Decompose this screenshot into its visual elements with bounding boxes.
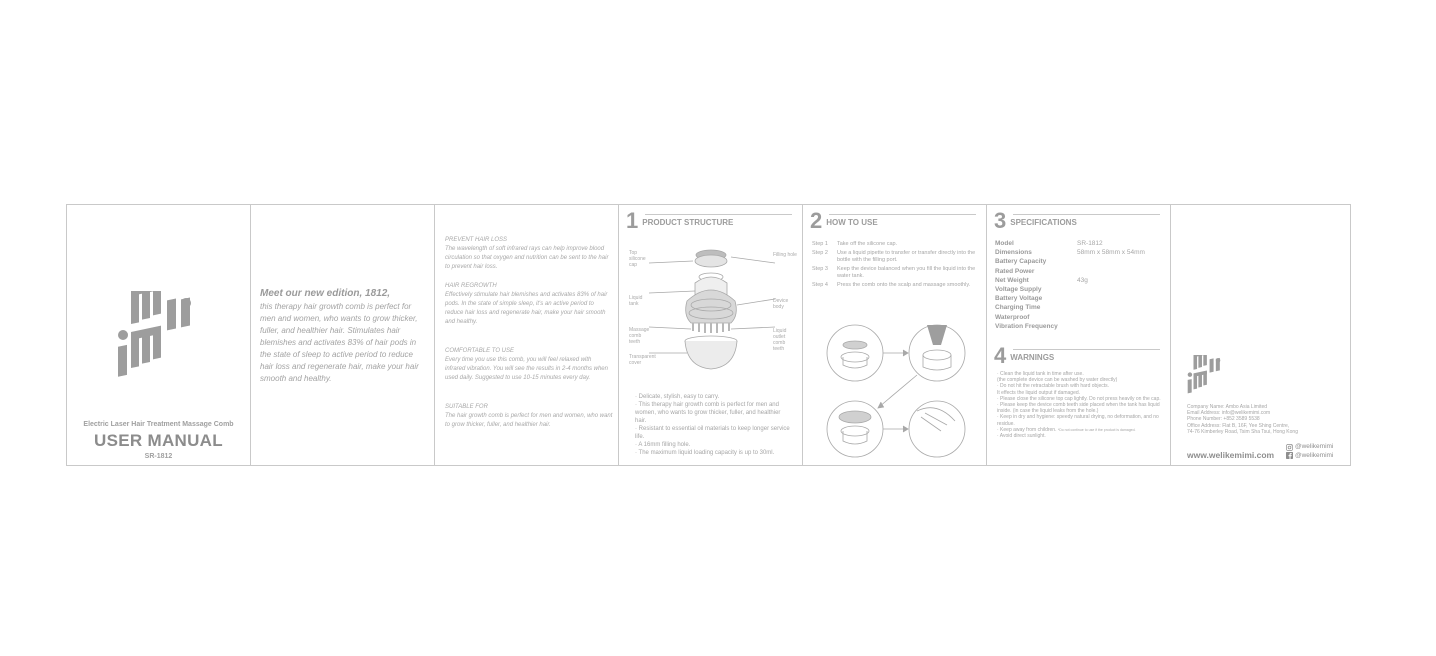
warnings-heading bbox=[994, 345, 1054, 367]
spec-row bbox=[995, 257, 1165, 266]
spec-row bbox=[995, 285, 1165, 294]
label-massage-teeth: Massage comb teeth bbox=[629, 327, 650, 345]
warning-text: · Keep away from children. bbox=[997, 426, 1057, 433]
feature-title: COMFORTABLE TO USE bbox=[445, 348, 515, 354]
feature-text: The hair growth comb is perfect for men and women, who want to grow thicker, fuller, and healthier hair. bbox=[445, 413, 613, 428]
step-text: Use a liquid pipette to transfer or transfer directly into the bottle with the filling port. bbox=[837, 250, 976, 263]
feature-block bbox=[445, 236, 613, 272]
feature-text: Every time you use this comb, you will feel relaxed with infrared vibration. You will see the results in 2-4 months when used daily. Suggested to use 10-15 minutes every day. bbox=[445, 357, 608, 381]
list-item: · Avoid direct sunlight. bbox=[997, 433, 1046, 440]
mimi-logo-small bbox=[1187, 355, 1225, 397]
instagram-icon bbox=[1286, 444, 1293, 451]
label-filling-hole: Filling hole bbox=[773, 252, 797, 258]
section-number: 3 bbox=[994, 208, 1007, 233]
section-title: WARNINGS bbox=[1010, 353, 1055, 362]
company-info bbox=[1187, 404, 1347, 435]
list-item: · Keep in dry and hygiene: speedy natural drying, no deformation, and no residue. bbox=[997, 414, 1159, 427]
label-cover: Transparent cover bbox=[629, 354, 656, 366]
howto-panel bbox=[803, 205, 987, 465]
spec-row bbox=[995, 248, 1165, 257]
section-title: PRODUCT STRUCTURE bbox=[642, 218, 734, 227]
warning-note: *Do not continue to use if the product is damaged. bbox=[1057, 427, 1136, 432]
features-panel bbox=[435, 205, 619, 465]
section-number: 4 bbox=[994, 343, 1007, 368]
model-number: SR-1812 bbox=[144, 453, 173, 460]
list-item: (the complete device can be washed by water directly) bbox=[997, 377, 1118, 384]
steps-list bbox=[812, 241, 980, 291]
step-label: Step 3 bbox=[812, 266, 828, 272]
section-title: HOW TO USE bbox=[826, 218, 878, 227]
step-row bbox=[812, 241, 980, 248]
spec-key: Charging Time bbox=[995, 304, 1041, 312]
spec-key: Net Weight bbox=[995, 276, 1029, 284]
company-line: Email Address: info@welikemimi.com bbox=[1187, 410, 1271, 417]
spec-key: Model bbox=[995, 240, 1014, 247]
product-subtitle: Electric Laser Hair Treatment Massage Comb bbox=[83, 421, 234, 428]
spec-row bbox=[995, 294, 1165, 303]
step-label: Step 2 bbox=[812, 250, 828, 256]
spec-key: Battery Capacity bbox=[995, 258, 1047, 266]
section-heading bbox=[626, 210, 733, 232]
spec-value: SR-1812 bbox=[1077, 240, 1103, 247]
list-item: · A 16mm filling hole. bbox=[635, 442, 691, 448]
list-item: It effects the liquid output if damaged. bbox=[997, 389, 1081, 396]
step-label: Step 4 bbox=[812, 282, 828, 288]
company-line: Company Name: Ambo Asia Limited bbox=[1187, 404, 1268, 410]
instagram-handle: @welikemimi bbox=[1295, 443, 1334, 450]
spec-value: 58mm x 58mm x 54mm bbox=[1077, 249, 1145, 257]
step-row bbox=[812, 282, 980, 289]
structure-panel bbox=[619, 205, 803, 465]
social-handles bbox=[1286, 443, 1333, 460]
facebook-handle: @welikemimi bbox=[1295, 451, 1334, 459]
specs-table bbox=[995, 239, 1165, 331]
specs-panel bbox=[987, 205, 1171, 465]
step-text: Keep the device balanced when you fill the liquid into the water tank. bbox=[837, 266, 976, 279]
intro-heading: Meet our new edition, 1812, bbox=[260, 288, 391, 299]
label-top-cap: Top silicone cap bbox=[629, 250, 646, 268]
feature-title: HAIR REGROWTH bbox=[445, 283, 497, 289]
spec-value: 43g bbox=[1077, 276, 1088, 284]
manual-sheet bbox=[66, 204, 1351, 466]
spec-key: Vibration Frequency bbox=[995, 322, 1058, 330]
label-outlet-teeth: Liquid outlet comb teeth bbox=[773, 328, 787, 352]
feature-block bbox=[445, 347, 613, 383]
list-item: · Please close the silicone top cap lightly. Do not press heavily on the cap. bbox=[997, 395, 1161, 402]
section-number: 1 bbox=[626, 208, 639, 233]
spec-row bbox=[995, 322, 1165, 331]
mimi-logo bbox=[117, 291, 201, 385]
step-row bbox=[812, 266, 980, 280]
feature-block bbox=[445, 282, 613, 327]
spec-key: Voltage Supply bbox=[995, 286, 1042, 294]
step-row bbox=[812, 250, 980, 264]
feature-text: The wavelength of soft infrared rays can help improve blood circulation so that oxygen and nutrition can be sent to the hair to prevent hair loss. bbox=[445, 246, 609, 270]
list-item: · The maximum liquid loading capacity is up to 30ml. bbox=[635, 450, 775, 456]
step-text: Take off the silicone cap. bbox=[837, 241, 898, 247]
spec-row bbox=[995, 276, 1165, 285]
manual-title: USER MANUAL bbox=[94, 431, 223, 450]
feature-text: Effectively stimulate hair blemishes and activates 83% of hair pods. In the state of simple sleep, it's an active period to reduce hair loss and regenerate hair, make your hair smooth and healthy. bbox=[445, 292, 608, 325]
website-link[interactable]: www.welikemimi.com bbox=[1187, 450, 1275, 460]
intro-body: this therapy hair growth comb is perfect for men and women, who wants to grow thicker, fuller, and healthier hair. Stimulates hair blemishes and activates 83% of hair pods in the state of sleep to active period to reduce hair loss and regenerate hair, make your hair smooth and healthy. bbox=[260, 302, 419, 383]
label-device-body: Device body bbox=[773, 298, 789, 310]
section-number: 2 bbox=[810, 208, 823, 233]
facebook-icon bbox=[1286, 452, 1293, 459]
company-line: Phone Number: +852 3589 5538 bbox=[1187, 416, 1260, 423]
spec-row bbox=[995, 239, 1165, 248]
list-item: · Resistant to essential oil materials to keep longer service life. bbox=[635, 426, 790, 440]
spec-key: Dimensions bbox=[995, 249, 1032, 257]
intro-panel bbox=[251, 205, 435, 465]
company-line: Office Address: Flat B, 16F, Yee Shing Centre, bbox=[1187, 422, 1290, 429]
step-text: Press the comb onto the scalp and massage smoothly. bbox=[837, 282, 971, 288]
list-item: · Delicate, stylish, easy to carry. bbox=[635, 394, 720, 400]
facebook-row[interactable] bbox=[1286, 452, 1333, 461]
section-heading bbox=[810, 210, 878, 232]
section-title: SPECIFICATIONS bbox=[1010, 218, 1077, 227]
usage-illustration bbox=[821, 321, 973, 461]
company-line: 74-76 Kimberley Road, Tsim Sha Tsui, Hong Kong bbox=[1187, 428, 1298, 435]
feature-block bbox=[445, 403, 613, 430]
warnings-list bbox=[997, 371, 1167, 439]
spec-row bbox=[995, 303, 1165, 312]
list-item: · Clean the liquid tank in time after use. bbox=[997, 371, 1084, 377]
spec-row bbox=[995, 313, 1165, 322]
spec-key: Waterproof bbox=[995, 313, 1030, 321]
structure-bullets bbox=[635, 393, 793, 457]
instagram-row[interactable] bbox=[1286, 443, 1333, 452]
cover-panel bbox=[67, 205, 251, 465]
list-item: · Please keep the device comb teeth side placed when the tank has liquid inside. (in case the liquid leaks from the hole.) bbox=[997, 402, 1160, 415]
feature-title: PREVENT HAIR LOSS bbox=[445, 237, 508, 243]
spec-row bbox=[995, 267, 1165, 276]
spec-key: Rated Power bbox=[995, 267, 1035, 275]
section-heading bbox=[994, 210, 1077, 232]
list-item: · Do not hit the retractable brush with hard objects. bbox=[997, 383, 1110, 390]
back-panel bbox=[1171, 205, 1350, 465]
feature-title: SUITABLE FOR bbox=[445, 404, 488, 410]
label-liquid-tank: Liquid tank bbox=[629, 295, 643, 307]
step-label: Step 1 bbox=[812, 241, 828, 247]
spec-key: Battery Voltage bbox=[995, 295, 1043, 303]
list-item: · This therapy hair growth comb is perfect for men and women, who wants to grow thicker, fuller, and healthier hair. bbox=[635, 402, 781, 424]
